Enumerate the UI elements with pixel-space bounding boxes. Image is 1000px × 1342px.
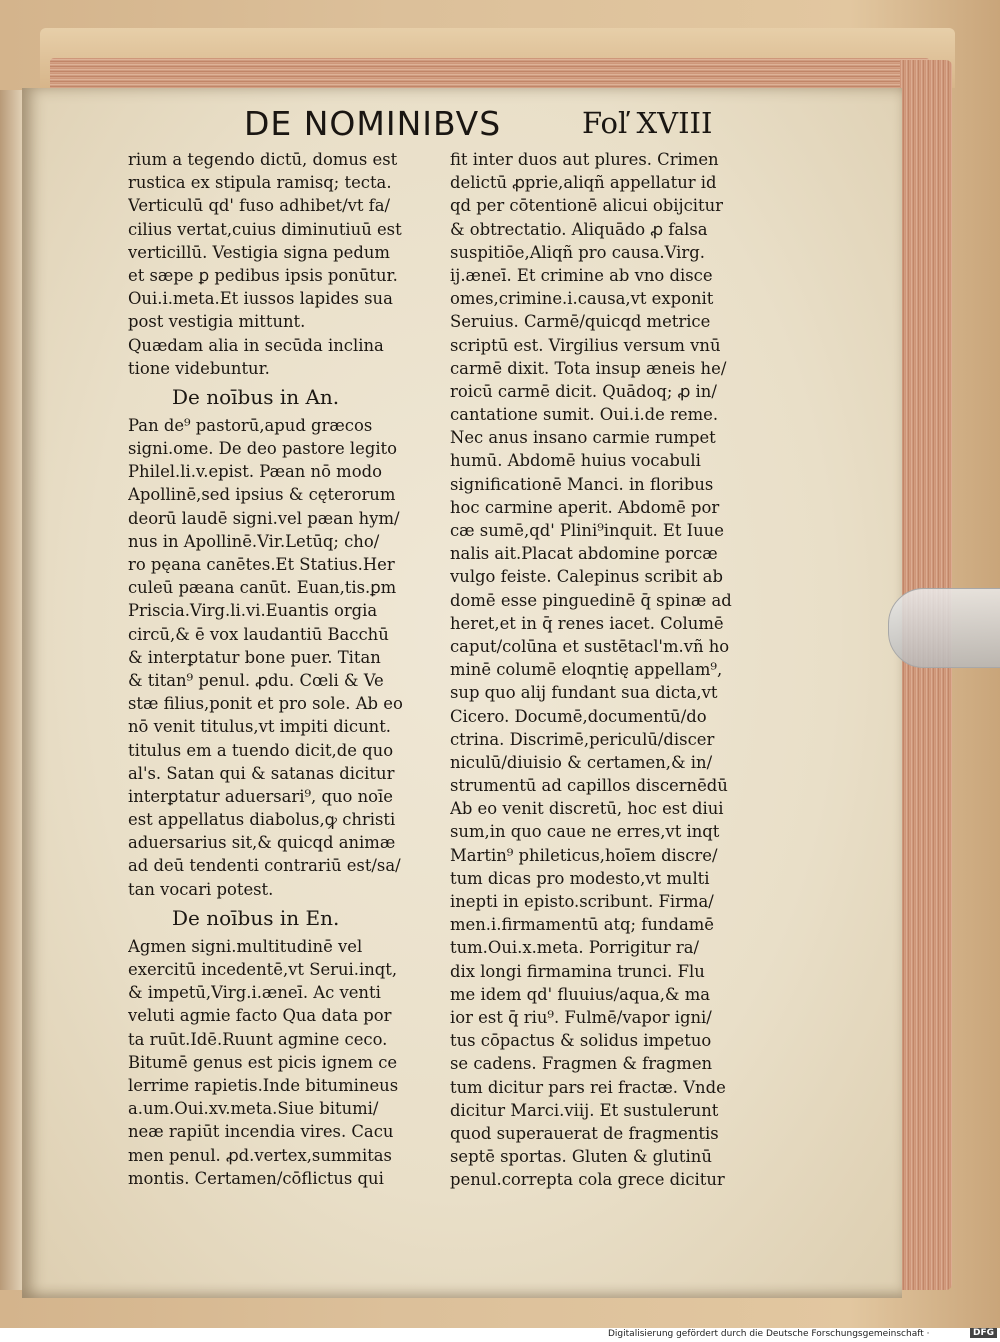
text-line: & titan⁹ penul. ꝓdu. Cœli & Ve [128,670,384,690]
text-line: cilius vertat,cuius diminutiuū est [128,219,402,239]
text-line: vulgo feiste. Calepinus scribit ab [450,567,723,587]
text-line: men.i.firmamentū atq; fundamē [450,915,714,935]
text-line: interꝑtatur aduersari⁹, quo noīe [128,786,393,806]
text-line: Cicero. Documē,documentū/do [450,706,707,726]
text-line: & impetū,Virg.i.æneī. Ac venti [128,983,381,1003]
text-line: fit inter duos aut plures. Crimen [450,150,719,169]
text-line: ad deū tendenti contrariū est/sa/ [128,856,401,876]
text-line: verticillū. Vestigia signa pedum [128,242,390,262]
text-line: Apollinē,sed ipsius & cęterorum [128,485,396,505]
text-line: Philel.li.v.epist. Pæan nō modo [128,462,382,482]
text-line: a.um.Oui.xv.meta.Siue bitumi/ [128,1099,379,1119]
text-line: rium a tegendo dictū, domus est [128,150,398,169]
text-line: ctrina. Discrimē,periculū/discer [450,729,715,749]
text-line: Bitumē genus est picis ignem ce [128,1052,398,1072]
text-line: sum,in quo caue ne erres,vt inqt [450,822,720,842]
text-line: al's. Satan qui & satanas dicitur [128,763,395,783]
text-column-right [450,148,752,1191]
text-line: Seruius. Carmē/quicqd metrice [450,312,711,332]
footer-credit: Digitalisierung gefördert durch die Deutsche Forschungsgemeinschaft · [608,1329,930,1339]
text-line: ior est q̄ riu⁹. Fulmē/vapor igni/ [450,1007,712,1027]
text-line: nalis ait.Placat abdomine porcæ [450,544,718,564]
text-line: tum dicitur pars rei fractæ. Vnde [450,1077,726,1097]
text-line: roicū carmē dicit. Quādoq; ꝓ in/ [450,381,717,401]
text-line: strumentū ad capillos discernēdū [450,776,728,796]
text-line: men penul. ꝓd.vertex,summitas [128,1145,392,1165]
text-line: se cadens. Fragmen & fragmen [450,1054,713,1074]
dfg-logo: DFG [970,1328,997,1338]
text-line: Oui.i.meta.Et iussos lapides sua [128,289,393,309]
text-line: qd per cōtentionē alicui obijcitur [450,196,724,216]
text-line: omes,crimine.i.causa,vt exponit [450,289,714,309]
text-line: signi.ome. De deo pastore legito [128,439,398,459]
page-clip [888,588,1000,668]
text-line: tione videbuntur. [128,358,270,378]
text-line: veluti agmie facto Qua data por [128,1006,392,1026]
text-line: titulus em a tuendo dicit,de quo [128,740,394,760]
text-line: quod superauerat de fragmentis [450,1123,719,1143]
text-line: nō venit titulus,vt impiti dicunt. [128,717,392,737]
text-line: Verticulū qd' fuso adhibet/vt fa/ [128,196,391,216]
text-column-left [128,148,430,1190]
text-line: niculū/diuisio & certamen,& in/ [450,752,713,772]
text-line: tum.Oui.x.meta. Porrigitur ra/ [450,938,700,958]
section-heading: De noībus in An. [172,384,340,409]
text-line: penul.correpta cola grece dicitur [450,1170,725,1190]
text-line: caput/colūna et sustētacl'm.vñ ho [450,636,730,656]
text-line: est appellatus diabolus,ꝙ christi [128,810,396,830]
text-line: Pan de⁹ pastorū,apud græcos [128,415,373,435]
text-line: cantatione sumit. Oui.i.de reme. [450,405,719,425]
text-line: tan vocari potest. [128,879,274,899]
text-line: dicitur Marci.viij. Et sustulerunt [450,1100,719,1120]
text-line: deorū laudē signi.vel pæan hym/ [128,508,400,528]
text-line: ij.æneī. Et crimine ab vno disce [450,265,713,285]
text-line: aduersarius sit,& quicqd animæ [128,833,396,853]
text-line: tum dicas pro modesto,vt multi [450,868,710,888]
text-line: stæ filius,ponit et pro sole. Ab eo [128,694,403,714]
text-line: Quædam alia in secūda inclina [128,335,384,355]
text-line: minē columē eloqntię appellam⁹, [450,660,723,680]
text-line: heret,et in q̄ renes iacet. Columē [450,613,724,633]
text-line: carmē dixit. Tota insup æneis he/ [450,358,727,378]
text-line: post vestigia mittunt. [128,312,306,332]
text-line: significationē Manci. in floribus [450,474,714,494]
text-line: circū,& ē vox laudantiū Bacchū [128,624,389,644]
text-line: ta ruūt.Idē.Ruunt agmine ceco. [128,1029,388,1049]
text-line: scriptū est. Virgilius versum vnū [450,335,721,355]
text-line: inepti in episto.scribunt. Firma/ [450,892,714,911]
text-line: dix longi firmamina trunci. Flu [450,961,705,981]
text-line: culeū pæana canūt. Euan,tis.ꝑm [128,578,397,598]
text-line: nus in Apollinē.Vir.Letūq; cho/ [128,531,380,551]
page-edges-right [900,60,952,1290]
text-line: me idem qd' fluuius/aqua,& ma [450,984,711,1004]
text-line: tus cōpactus & solidus impetuo [450,1031,712,1051]
text-line: sup quo alij fundant sua dicta,vt [450,683,718,703]
folio-number: Foľ XVIII [582,106,713,140]
text-line: Ab eo venit discretū, hoc est diui [450,799,724,819]
text-line: & obtrectatio. Aliquādo ꝓ falsa [450,219,708,239]
text-line: humū. Abdomē huius vocabuli [450,451,701,471]
text-line: lerrime rapietis.Inde bitumineus [128,1075,399,1095]
text-line: ro pęana canētes.Et Statius.Her [128,555,395,574]
text-line: & interꝑtatur bone puer. Titan [128,647,381,667]
text-line: neæ rapiūt incendia vires. Cacu [128,1122,394,1142]
text-line: domē esse pinguedinē q̄ spinæ ad [450,590,732,610]
text-line: exercitū incedentē,vt Serui.inqt, [128,960,398,979]
text-line: hoc carmine aperit. Abdomē por [450,497,720,517]
text-line: delictū ꝓprie,aliqñ appellatur id [450,173,717,193]
text-line: Nec anus insano carmie rumpet [450,428,716,448]
text-line: Agmen signi.multitudinē vel [128,936,363,956]
text-line: et sæpe ꝑ pedibus ipsis ponūtur. [128,265,398,285]
text-line: septē sportas. Gluten & glutinū [450,1147,712,1167]
text-line: suspitiōe,Aliqñ pro causa.Virg. [450,242,705,262]
running-head-title: DE NOMINIBVS [244,104,502,143]
text-line: Martin⁹ phileticus,hoīem discre/ [450,845,718,865]
section-heading: De noībus in En. [172,905,340,930]
text-line: Priscia.Virg.li.vi.Euantis orgia [128,601,378,621]
text-line: cæ sumē,qd' Plini⁹inquit. Et Iuue [450,521,724,540]
text-line: rustica ex stipula ramisq; tecta. [128,173,392,193]
text-line: montis. Certamen/cōflictus qui [128,1168,384,1188]
